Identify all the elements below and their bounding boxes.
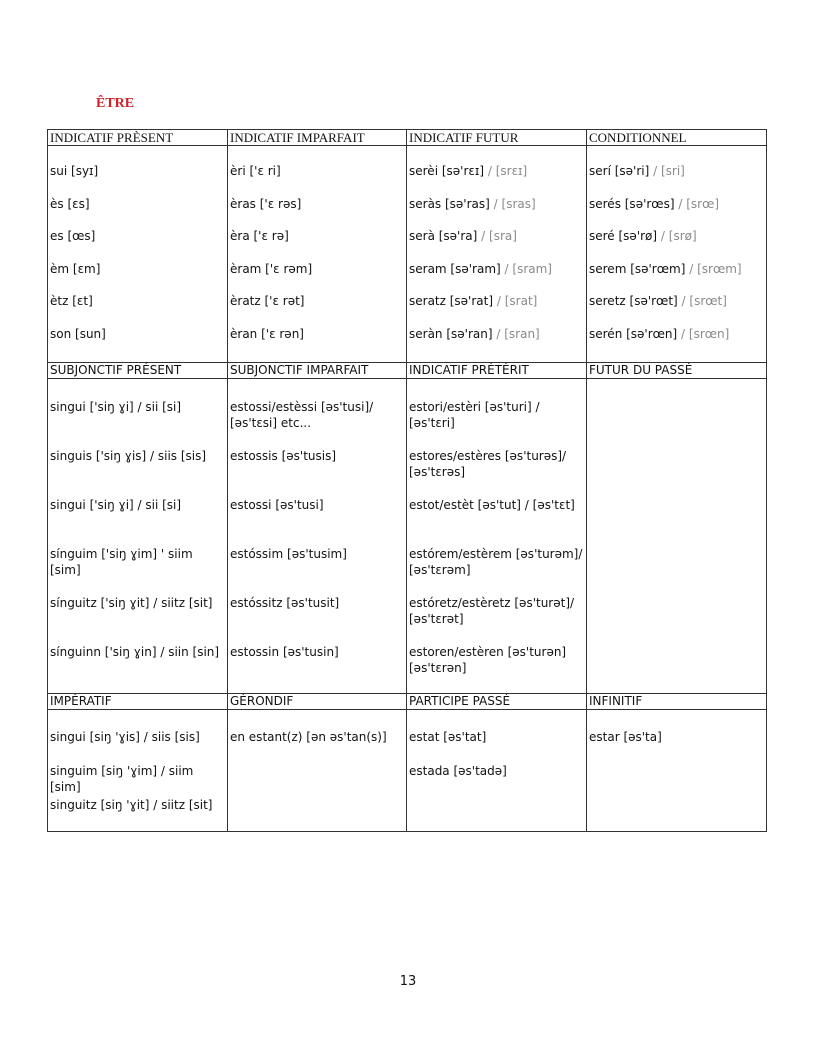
form-text: sui [syɪ] — [50, 164, 99, 178]
conjugation-entry — [409, 729, 584, 763]
form-text: serí [sə'ri] — [589, 164, 650, 178]
form-text: estórem/estèrem [əs'turəm]/ [əs'tɛrəm] — [409, 547, 583, 577]
form-text: estot/estèt [əs'tut] / [əs'tɛt] — [409, 498, 575, 512]
conjugation-cell — [228, 710, 407, 832]
conjugation-entry — [409, 546, 584, 595]
section-subjonctif-header-row — [48, 363, 767, 379]
form-text: estóretz/estèretz [əs'turət]/ [əs'tɛrət] — [409, 596, 575, 626]
conjugation-entry — [589, 163, 764, 196]
conjugation-entry — [50, 729, 225, 763]
column-header: INFINITIF — [587, 694, 767, 710]
alt-pronunciation: / [sras] — [493, 196, 536, 211]
column-header: INDICATIF PRÉTÉRIT — [407, 363, 587, 379]
section-nominal-body-row — [48, 710, 767, 832]
form-text: singuim [siŋ 'ɣim] / siim [sim] — [50, 764, 194, 794]
conjugation-entry — [409, 326, 584, 359]
conjugation-entry — [409, 644, 584, 693]
alt-pronunciation: / [srœ] — [678, 196, 720, 211]
form-text: èram ['ɛ rəm] — [230, 261, 313, 276]
form-text: singuitz [siŋ 'ɣit] / siitz [sit] — [50, 798, 213, 812]
column-header: SUBJONCTIF PRÉSENT — [48, 363, 228, 379]
conjugation-entry — [409, 261, 584, 294]
alt-pronunciation: / [srɛɪ] — [487, 164, 528, 178]
conjugation-cell — [587, 710, 767, 832]
conjugation-entry — [50, 293, 225, 326]
form-text: singui ['siŋ ɣi] / sii [si] — [50, 498, 182, 512]
conjugation-entry — [230, 399, 404, 448]
form-text: èratz ['ɛ rət] — [230, 294, 305, 309]
conjugation-cell — [407, 710, 587, 832]
conjugation-entry — [50, 546, 225, 595]
conjugation-entry — [230, 293, 404, 326]
conjugation-entry — [230, 644, 404, 693]
form-text: son [sun] — [50, 326, 106, 341]
alt-pronunciation: / [srœm] — [689, 261, 742, 276]
form-text: estar [əs'ta] — [589, 730, 662, 744]
conjugation-entry — [409, 163, 584, 196]
conjugation-entry — [230, 326, 404, 359]
column-header: INDICATIF PRÈSENT — [48, 130, 228, 146]
conjugation-entry — [50, 763, 225, 797]
form-text: estores/estères [əs'turəs]/ [əs'tɛrəs] — [409, 449, 567, 479]
column-header: SUBJONCTIF IMPARFAIT — [228, 363, 407, 379]
section-indicatif-body-row — [48, 146, 767, 363]
column-header: IMPÉRATIF — [48, 694, 228, 710]
form-text: ès [ɛs] — [50, 196, 90, 211]
conjugation-entry — [409, 196, 584, 229]
form-text: estoren/estèren [əs'turən] [əs'tɛrən] — [409, 645, 567, 675]
section-subjonctif-body-row — [48, 379, 767, 694]
form-text: èras ['ɛ rəs] — [230, 196, 302, 211]
conjugation-cell — [48, 146, 228, 363]
conjugation-cell — [48, 710, 228, 832]
form-text: estóssim [əs'tusim] — [230, 547, 347, 561]
conjugation-cell — [407, 146, 587, 363]
alt-pronunciation: / [srø] — [660, 229, 697, 244]
conjugation-entry — [230, 196, 404, 229]
conjugation-entry — [230, 497, 404, 546]
conjugation-table — [47, 129, 767, 832]
form-text: singui [siŋ 'ɣis] / siis [sis] — [50, 730, 200, 744]
column-header: INDICATIF FUTUR — [407, 130, 587, 146]
form-text: sínguim ['siŋ ɣim] ' siim [sim] — [50, 547, 193, 577]
conjugation-entry — [50, 196, 225, 229]
conjugation-entry — [409, 763, 584, 797]
conjugation-entry — [230, 163, 404, 196]
conjugation-entry — [589, 196, 764, 229]
form-text: estori/estèri [əs'turi] / [əs'tɛri] — [409, 400, 540, 430]
form-text: serèi [sə'rɛɪ] — [409, 164, 485, 178]
conjugation-entry — [50, 261, 225, 294]
form-text: seràn [sə'ran] — [409, 326, 493, 341]
form-text: èm [ɛm] — [50, 261, 101, 276]
conjugation-entry — [409, 448, 584, 497]
form-text: èran ['ɛ rən] — [230, 326, 304, 341]
form-text: seretz [sə'rœt] — [589, 294, 678, 309]
form-text: seré [sə'rø] — [589, 229, 658, 244]
conjugation-cell — [407, 379, 587, 694]
page-title: ÊTRE — [96, 96, 135, 111]
conjugation-entry — [230, 546, 404, 595]
form-text: ètz [ɛt] — [50, 294, 93, 309]
form-text: serà [sə'ra] — [409, 229, 478, 244]
form-text: estossis [əs'tusis] — [230, 449, 337, 463]
form-text: en estant(z) [ən əs'tan(s)] — [230, 730, 387, 744]
conjugation-entry — [409, 595, 584, 644]
conjugation-entry — [50, 797, 225, 831]
column-header: CONDITIONNEL — [587, 130, 767, 146]
conjugation-entry — [589, 326, 764, 359]
section-indicatif-header-row — [48, 130, 767, 146]
form-text: estossi [əs'tusi] — [230, 498, 324, 512]
alt-pronunciation: / [sra] — [481, 229, 517, 244]
form-text: seràs [sə'ras] — [409, 196, 490, 211]
conjugation-entry — [589, 228, 764, 261]
conjugation-entry — [409, 399, 584, 448]
conjugation-entry — [409, 497, 584, 546]
form-text: estada [əs'tadə] — [409, 764, 507, 778]
conjugation-cell — [228, 146, 407, 363]
conjugation-entry — [230, 261, 404, 294]
form-text: estossi/estèssi [əs'tusi]/ [əs'tɛsi] etc... — [230, 400, 374, 430]
conjugation-entry — [50, 163, 225, 196]
alt-pronunciation: / [sram] — [504, 261, 552, 276]
column-header: GÉRONDIF — [228, 694, 407, 710]
column-header: PARTICIPE PASSÉ — [407, 694, 587, 710]
form-text: serén [sə'rœn] — [589, 326, 678, 341]
conjugation-entry — [409, 228, 584, 261]
form-text: serés [sə'rœs] — [589, 196, 675, 211]
conjugation-entry — [50, 644, 225, 693]
conjugation-entry — [409, 293, 584, 326]
form-text: seram [sə'ram] — [409, 261, 501, 276]
column-header: INDICATIF IMPARFAIT — [228, 130, 407, 146]
alt-pronunciation: / [srœt] — [681, 294, 727, 309]
form-text: singuis ['siŋ ɣis] / siis [sis] — [50, 449, 207, 463]
form-text: seratz [sə'rat] — [409, 294, 494, 309]
alt-pronunciation: / [sri] — [653, 164, 685, 178]
conjugation-entry — [230, 448, 404, 497]
page-number: 13 — [399, 974, 417, 989]
form-text: sínguitz ['siŋ ɣit] / siitz [sit] — [50, 596, 213, 610]
alt-pronunciation: / [srœn] — [681, 326, 730, 341]
conjugation-entry — [230, 595, 404, 644]
conjugation-entry — [230, 729, 404, 763]
conjugation-entry — [50, 399, 225, 448]
section-nominal-header-row — [48, 694, 767, 710]
form-text: èri ['ɛ ri] — [230, 164, 281, 178]
conjugation-entry — [50, 595, 225, 644]
column-header: FUTUR DU PASSÉ — [587, 363, 767, 379]
conjugation-entry — [230, 228, 404, 261]
form-text: sínguinn ['siŋ ɣin] / siin [sin] — [50, 645, 220, 659]
conjugation-entry — [589, 729, 764, 763]
alt-pronunciation: / [sran] — [496, 326, 540, 341]
conjugation-cell — [587, 379, 767, 694]
alt-pronunciation: / [srat] — [496, 294, 538, 309]
form-text: es [œs] — [50, 229, 96, 244]
conjugation-cell — [587, 146, 767, 363]
form-text: estóssitz [əs'tusit] — [230, 596, 340, 610]
conjugation-entry — [589, 261, 764, 294]
conjugation-entry — [50, 326, 225, 359]
form-text: estat [əs'tat] — [409, 730, 487, 744]
conjugation-cell — [48, 379, 228, 694]
conjugation-cell — [228, 379, 407, 694]
form-text: serem [sə'rœm] — [589, 261, 686, 276]
form-text: singui ['siŋ ɣi] / sii [si] — [50, 400, 182, 414]
form-text: estossin [əs'tusin] — [230, 645, 339, 659]
conjugation-entry — [50, 497, 225, 546]
conjugation-entry — [589, 293, 764, 326]
conjugation-entry — [50, 448, 225, 497]
conjugation-entry — [50, 228, 225, 261]
form-text: èra ['ɛ rə] — [230, 229, 289, 244]
